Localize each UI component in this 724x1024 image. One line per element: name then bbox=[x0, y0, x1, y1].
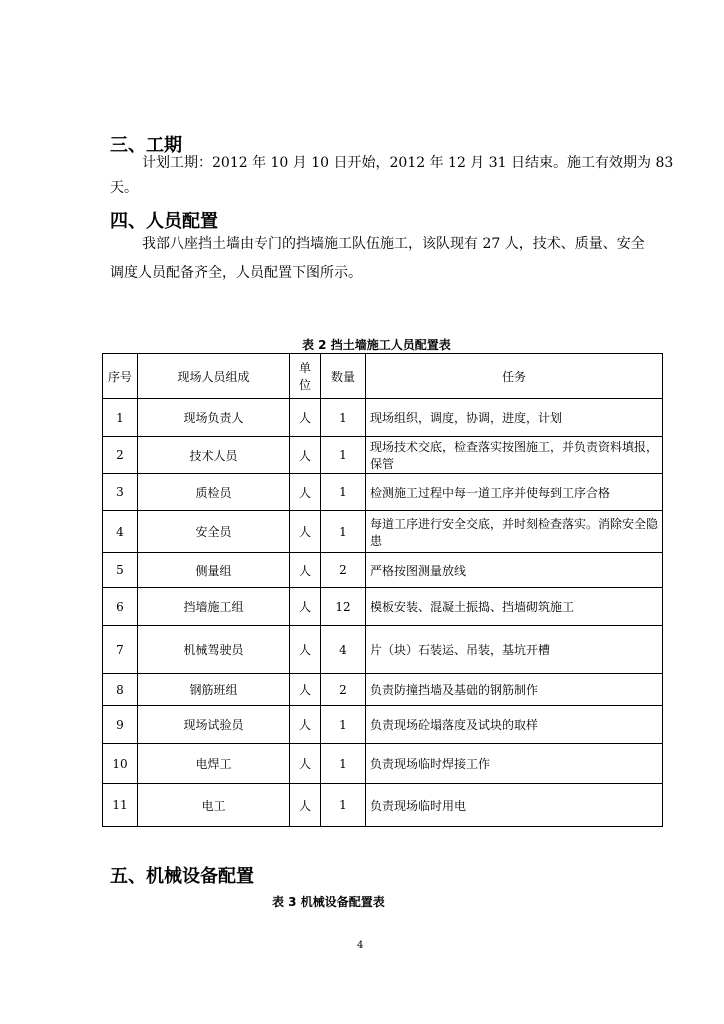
cell-task: 每道工序进行安全交底，并时刻检查落实。消除安全隐患 bbox=[366, 511, 663, 553]
cell-no: 1 bbox=[103, 399, 138, 437]
cell-task: 现场技术交底，检查落实按图施工，并负责资料填报，保管 bbox=[366, 437, 663, 474]
header-no: 序号 bbox=[103, 354, 138, 399]
table-2-caption: 表 2 挡土墙施工人员配置表 bbox=[302, 338, 451, 352]
cell-qty: 1 bbox=[321, 784, 366, 827]
section-3-line-2: 天。 bbox=[110, 180, 138, 196]
table-row bbox=[103, 706, 663, 744]
table-row bbox=[103, 784, 663, 827]
cell-unit: 人 bbox=[290, 588, 321, 626]
cell-no: 3 bbox=[103, 474, 138, 511]
cell-qty: 4 bbox=[321, 626, 366, 674]
table-row bbox=[103, 674, 663, 706]
cell-role: 机械驾驶员 bbox=[138, 626, 290, 674]
table-row bbox=[103, 437, 663, 474]
table-row bbox=[103, 588, 663, 626]
header-unit: 单位 bbox=[290, 354, 321, 399]
section-4-line-2: 调度人员配备齐全，人员配置下图所示。 bbox=[110, 265, 362, 281]
cell-qty: 1 bbox=[321, 511, 366, 553]
table-row bbox=[103, 553, 663, 588]
table-row bbox=[103, 399, 663, 437]
cell-no: 9 bbox=[103, 706, 138, 744]
cell-role: 钢筋班组 bbox=[138, 674, 290, 706]
cell-role: 安全员 bbox=[138, 511, 290, 553]
section-4-line-1: 我部八座挡土墙由专门的挡墙施工队伍施工，该队现有 27 人，技术、质量、安全 bbox=[142, 236, 645, 252]
staff-table bbox=[102, 353, 663, 827]
cell-qty: 12 bbox=[321, 588, 366, 626]
cell-role: 质检员 bbox=[138, 474, 290, 511]
cell-no: 6 bbox=[103, 588, 138, 626]
cell-qty: 2 bbox=[321, 674, 366, 706]
cell-task: 负责现场临时焊接工作 bbox=[366, 744, 663, 784]
cell-role: 技术人员 bbox=[138, 437, 290, 474]
cell-unit: 人 bbox=[290, 553, 321, 588]
cell-qty: 1 bbox=[321, 706, 366, 744]
cell-unit: 人 bbox=[290, 437, 321, 474]
cell-task: 负责防撞挡墙及基础的钢筋制作 bbox=[366, 674, 663, 706]
cell-no: 10 bbox=[103, 744, 138, 784]
cell-role: 电焊工 bbox=[138, 744, 290, 784]
cell-task: 检测施工过程中每一道工序并使每到工序合格 bbox=[366, 474, 663, 511]
cell-unit: 人 bbox=[290, 784, 321, 827]
cell-task: 负责现场临时用电 bbox=[366, 784, 663, 827]
cell-no: 4 bbox=[103, 511, 138, 553]
cell-unit: 人 bbox=[290, 511, 321, 553]
page-number: 4 bbox=[357, 940, 364, 951]
table-row bbox=[103, 474, 663, 511]
cell-task: 现场组织，调度，协调，进度，计划 bbox=[366, 399, 663, 437]
cell-task: 负责现场砼塌落度及试块的取样 bbox=[366, 706, 663, 744]
table-row bbox=[103, 744, 663, 784]
header-role: 现场人员组成 bbox=[138, 354, 290, 399]
cell-unit: 人 bbox=[290, 399, 321, 437]
cell-role: 侧量组 bbox=[138, 553, 290, 588]
cell-task: 模板安装、混凝土振捣、挡墙砌筑施工 bbox=[366, 588, 663, 626]
section-4-heading: 四、人员配置 bbox=[110, 211, 218, 232]
cell-qty: 1 bbox=[321, 399, 366, 437]
cell-task: 片（块）石装运、吊装，基坑开槽 bbox=[366, 626, 663, 674]
cell-unit: 人 bbox=[290, 674, 321, 706]
table-header-row bbox=[103, 354, 663, 399]
cell-no: 2 bbox=[103, 437, 138, 474]
cell-unit: 人 bbox=[290, 706, 321, 744]
cell-no: 7 bbox=[103, 626, 138, 674]
cell-role: 现场试验员 bbox=[138, 706, 290, 744]
cell-no: 5 bbox=[103, 553, 138, 588]
cell-qty: 1 bbox=[321, 437, 366, 474]
cell-role: 挡墙施工组 bbox=[138, 588, 290, 626]
table-3-caption: 表 3 机械设备配置表 bbox=[272, 895, 385, 909]
cell-qty: 1 bbox=[321, 744, 366, 784]
cell-role: 电工 bbox=[138, 784, 290, 827]
cell-role: 现场负责人 bbox=[138, 399, 290, 437]
section-3-heading: 三、工期 bbox=[110, 135, 182, 156]
table-row bbox=[103, 511, 663, 553]
table-row bbox=[103, 626, 663, 674]
cell-unit: 人 bbox=[290, 626, 321, 674]
header-qty: 数量 bbox=[321, 354, 366, 399]
cell-no: 8 bbox=[103, 674, 138, 706]
cell-qty: 1 bbox=[321, 474, 366, 511]
header-task: 任务 bbox=[366, 354, 663, 399]
cell-task: 严格按图测量放线 bbox=[366, 553, 663, 588]
section-5-heading: 五、机械设备配置 bbox=[110, 866, 254, 887]
cell-qty: 2 bbox=[321, 553, 366, 588]
cell-unit: 人 bbox=[290, 474, 321, 511]
cell-unit: 人 bbox=[290, 744, 321, 784]
section-3-line-1: 计划工期：2012 年 10 月 10 日开始，2012 年 12 月 31 日结束。施工有效期为 83 bbox=[142, 155, 674, 171]
cell-no: 11 bbox=[103, 784, 138, 827]
